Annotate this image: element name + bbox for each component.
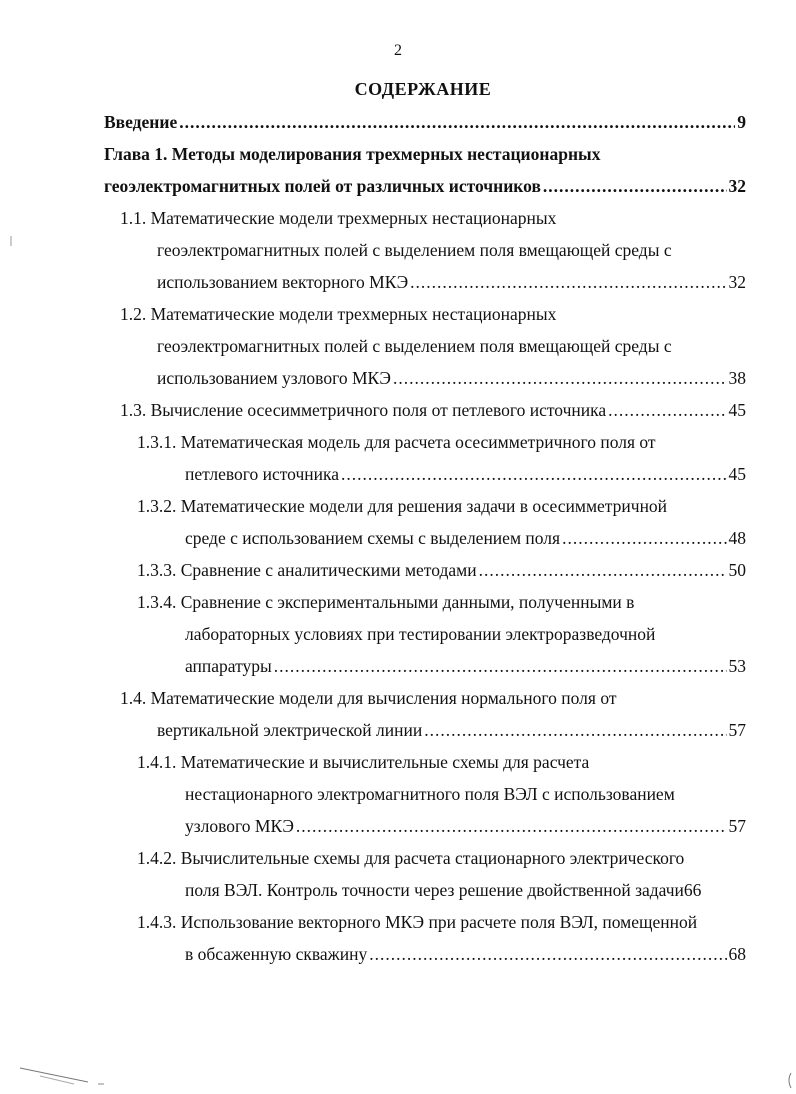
toc-page-number: 68 xyxy=(728,944,746,964)
toc-entry-text: геоэлектромагнитных полей с выделением поля вмещающей среды с xyxy=(157,336,672,356)
toc-entry-text: 1.3. Вычисление осесимметричного поля от петлевого источника xyxy=(120,400,607,420)
toc-entry-text: использованием векторного МКЭ xyxy=(157,272,409,292)
toc-entry-text: 1.3.3. Сравнение с аналитическими методами xyxy=(137,560,477,580)
toc-entry-text: 1.4.3. Использование векторного МКЭ при расчете поля ВЭЛ, помещенной xyxy=(137,912,698,932)
toc-entry-text: вертикальной электрической линии xyxy=(157,720,423,740)
toc-entry-text: использованием узлового МКЭ xyxy=(157,368,391,388)
toc-page-number: 57 xyxy=(728,720,746,740)
toc-entry-text: 1.4.2. Вычислительные схемы для расчета стационарного электрического xyxy=(137,848,685,868)
toc-leader-dots xyxy=(179,106,735,138)
toc-entry-text: геоэлектромагнитных полей от различных источников xyxy=(104,176,541,196)
toc-entry-text: нестационарного электромагнитного поля ВЭЛ с использованием xyxy=(185,784,675,804)
toc-entry-text: геоэлектромагнитных полей с выделением поля вмещающей среды с xyxy=(157,240,672,260)
toc-entry-text: Глава 1. Методы моделирования трехмерных нестационарных xyxy=(104,144,601,164)
toc-entry-text: петлевого источника xyxy=(185,464,339,484)
toc-entry-text: 1.3.4. Сравнение с экспериментальными данными, полученными в xyxy=(137,592,635,612)
toc-leader-dots xyxy=(341,458,727,490)
toc-leader-dots xyxy=(274,650,727,682)
page-number: 2 xyxy=(394,42,402,59)
toc-leader-dots xyxy=(479,554,727,586)
toc-page-number: 53 xyxy=(728,656,746,676)
toc-entry-text: узлового МКЭ xyxy=(185,816,294,836)
toc-entry-text: 1.3.2. Математические модели для решения задачи в осесимметричной xyxy=(137,496,668,516)
scan-artifact-bottom-right xyxy=(786,1072,794,1090)
toc-leader-dots xyxy=(543,170,727,202)
toc-page-number: 66 xyxy=(683,880,702,900)
toc-entry-text: Введение xyxy=(104,112,178,132)
toc-page-number: 50 xyxy=(728,560,746,580)
toc-page-number: 38 xyxy=(728,368,746,388)
toc-leader-dots xyxy=(562,522,726,554)
toc-leader-dots xyxy=(393,362,727,394)
toc-page-number: 9 xyxy=(737,112,746,132)
toc-leader-dots xyxy=(369,938,726,970)
toc-entry-text: 1.4. Математические модели для вычисления нормального поля от xyxy=(120,688,617,708)
toc-leader-dots xyxy=(410,266,726,298)
toc-entry-text: поля ВЭЛ. Контроль точности через решение двойственной задачи xyxy=(185,880,684,900)
toc-entry-text: лабораторных условиях при тестировании электроразведочной xyxy=(185,624,656,644)
toc-entry-text: 1.3.1. Математическая модель для расчета осесимметричного поля от xyxy=(137,432,656,452)
toc-leader-dots xyxy=(424,714,726,746)
toc-entry-text: среде с использованием схемы с выделением поля xyxy=(185,528,561,548)
toc-entry-text: 1.4.1. Математические и вычислительные схемы для расчета xyxy=(137,752,590,772)
toc-entry-text: 1.2. Математические модели трехмерных нестационарных xyxy=(120,304,557,324)
toc-entry-text: в обсаженную скважину xyxy=(185,944,368,964)
toc-page-number: 48 xyxy=(728,528,746,548)
toc-page-number: 45 xyxy=(728,464,746,484)
toc-leader-dots xyxy=(296,810,727,842)
scan-artifact-bottom-left xyxy=(18,1066,108,1088)
toc-leader-dots xyxy=(608,394,726,426)
toc-entry-text: аппаратуры xyxy=(185,656,272,676)
toc-page-number: 32 xyxy=(728,176,746,196)
page-title: СОДЕРЖАНИЕ xyxy=(354,79,492,99)
toc-page-number: 45 xyxy=(728,400,746,420)
toc-entry-text: 1.1. Математические модели трехмерных нестационарных xyxy=(120,208,557,228)
toc-page-number: 57 xyxy=(728,816,746,836)
toc-page-number: 32 xyxy=(728,272,746,292)
scan-artifact-left-margin xyxy=(8,236,14,248)
